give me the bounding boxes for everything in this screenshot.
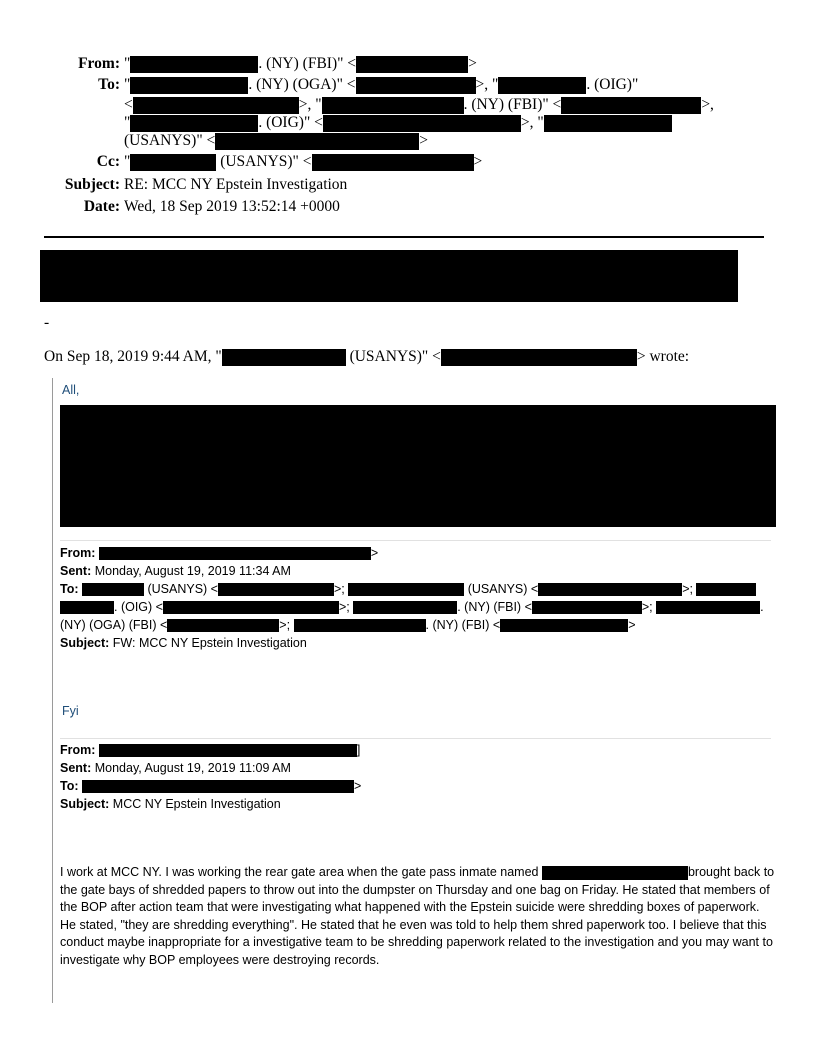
- redaction: [60, 601, 114, 614]
- fw2-to: To: >: [60, 779, 362, 793]
- subject-label: Subject:: [64, 176, 120, 193]
- redaction: [82, 780, 354, 793]
- redaction: [130, 77, 248, 94]
- redaction: [538, 583, 682, 596]
- fw1-to-line-2: . (OIG) < >; . (NY) (FBI) < >; .: [60, 600, 764, 614]
- separator: [60, 738, 771, 739]
- redaction: [696, 583, 756, 596]
- message-body: I work at MCC NY. I was working the rear gate area when the gate pass inmate named brought back to the gate bays of shredded papers to throw out into the dumpster on Thursday and one bag on Friday. He stated that members of the BOP after action team that were investigating what happened with the Epstein suicide were shredding boxes of paperwork. He stated, "they are shredding everything". He stated that he even was told to help them shred paperwork too. I believe that this conduct maybe inappropriate for a investigative team to be shredding paperwork related to the investigation and you may want to investigate why BOP employees were destroying records.: [60, 865, 775, 967]
- fyi-text: Fyi: [62, 704, 79, 718]
- to-value-line-2: < >, " . (NY) (FBI)" < >,: [124, 96, 714, 113]
- redaction: [99, 744, 357, 757]
- redaction: [441, 349, 637, 366]
- redaction: [130, 56, 258, 73]
- dash-text: -: [44, 314, 50, 331]
- redaction: [312, 154, 474, 171]
- header-divider: [44, 236, 764, 238]
- from-label: From:: [78, 55, 120, 72]
- redaction: [356, 77, 476, 94]
- redaction: [130, 154, 216, 171]
- redaction: [544, 115, 672, 132]
- to-value-line-3: " . (OIG)" < >, ": [124, 114, 672, 132]
- from-value: " . (NY) (FBI)" < >: [124, 55, 477, 72]
- redaction: [353, 601, 457, 614]
- redaction: [561, 97, 701, 114]
- date-value: Wed, 18 Sep 2019 13:52:14 +0000: [124, 198, 340, 215]
- cc-label: Cc:: [96, 153, 120, 170]
- greeting: All,: [62, 383, 80, 397]
- fw2-from: From: ]: [60, 743, 361, 757]
- fw1-from: From: >: [60, 546, 379, 560]
- fw1-sent: Sent: Monday, August 19, 2019 11:34 AM: [60, 564, 291, 578]
- redaction: [294, 619, 426, 632]
- redaction: [215, 133, 419, 150]
- quote-bar: [52, 378, 53, 1003]
- redaction: [163, 601, 339, 614]
- redacted-block: [60, 405, 776, 527]
- cc-value: " (USANYS)" < >: [124, 153, 483, 170]
- redaction: [656, 601, 760, 614]
- redaction: [130, 115, 258, 132]
- to-value-line-4: (USANYS)" < >: [124, 132, 429, 149]
- redaction: [218, 583, 334, 596]
- fw1-to-line-1: To: (USANYS) < >; (USANYS) < >;: [60, 582, 756, 596]
- to-label: To:: [98, 76, 120, 93]
- redacted-block: [40, 250, 738, 302]
- redaction: [99, 547, 371, 560]
- date-label: Date:: [83, 198, 120, 215]
- fw2-sent: Sent: Monday, August 19, 2019 11:09 AM: [60, 761, 291, 775]
- separator: [60, 540, 771, 541]
- redaction: [348, 583, 464, 596]
- to-value-line-1: " . (NY) (OGA)" < >, " . (OIG)": [124, 76, 639, 93]
- redaction: [133, 97, 299, 114]
- redaction: [498, 77, 586, 94]
- redaction: [82, 583, 144, 596]
- redaction: [323, 115, 521, 132]
- fw1-subject: Subject: FW: MCC NY Epstein Investigation: [60, 636, 307, 650]
- subject-value: RE: MCC NY Epstein Investigation: [124, 176, 348, 193]
- redaction: [222, 349, 346, 366]
- redaction: [500, 619, 628, 632]
- fw2-subject: Subject: MCC NY Epstein Investigation: [60, 797, 281, 811]
- redaction: [532, 601, 642, 614]
- quote-attribution: On Sep 18, 2019 9:44 AM, " (USANYS)" < > wrote:: [44, 348, 690, 365]
- redaction: [167, 619, 279, 632]
- redaction: [356, 56, 468, 73]
- redaction: [322, 97, 464, 114]
- redaction: [542, 866, 688, 880]
- fw1-to-line-3: (NY) (OGA) (FBI) < >; . (NY) (FBI) < >: [60, 618, 636, 632]
